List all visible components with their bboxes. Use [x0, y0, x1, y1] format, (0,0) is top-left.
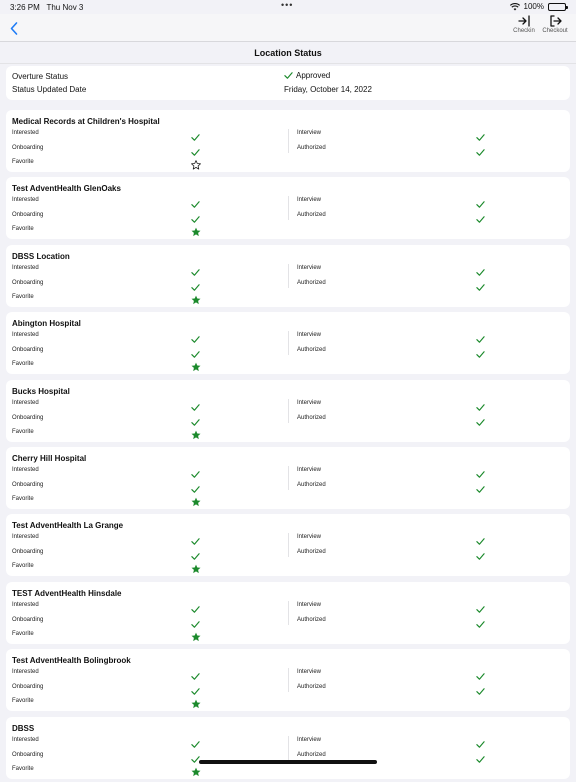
interview-label: Interview [297, 467, 322, 473]
favorite-label: Favorite [12, 496, 34, 502]
interested-label: Interested [12, 736, 39, 743]
checkin-button[interactable] [509, 15, 539, 41]
location-name: Cherry Hill Hospital [12, 454, 87, 463]
location-card[interactable] [6, 649, 570, 711]
interview-check-icon [476, 533, 485, 542]
interview-label: Interview [297, 736, 322, 743]
checkin-icon [518, 15, 531, 27]
star-filled-icon[interactable] [191, 427, 201, 437]
authorized-check-icon [476, 211, 485, 220]
location-card[interactable] [6, 110, 570, 172]
onboarding-label: Onboarding [12, 751, 44, 758]
interview-check-icon [476, 668, 485, 677]
onboarding-check-icon [191, 144, 200, 153]
favorite-label: Favorite [12, 361, 34, 368]
interested-check-icon [191, 601, 200, 610]
location-name: Test AdventHealth GlenOaks [12, 184, 121, 194]
interested-check-icon [191, 668, 200, 677]
location-card[interactable] [6, 717, 570, 779]
back-button[interactable] [6, 19, 22, 37]
interested-check-icon [191, 736, 200, 745]
interview-label: Interview [297, 534, 322, 541]
authorized-check-icon [476, 481, 485, 490]
favorite-label: Favorite [12, 226, 34, 233]
location-card[interactable] [6, 245, 570, 307]
onboarding-check-icon [191, 346, 200, 355]
interested-check-icon [191, 533, 200, 542]
onboarding-check-icon [191, 751, 200, 760]
interview-label: Interview [297, 197, 322, 204]
onboarding-label: Onboarding [12, 414, 44, 421]
checkin-label: Checkin [513, 28, 535, 34]
onboarding-label: Onboarding [12, 684, 44, 691]
onboarding-check-icon [191, 279, 200, 288]
onboarding-check-icon [191, 548, 200, 557]
location-card[interactable] [6, 380, 570, 442]
interview-check-icon [476, 196, 485, 205]
favorite-label: Favorite [12, 428, 34, 435]
authorized-label: Authorized [297, 684, 326, 691]
column-divider [288, 736, 289, 760]
overture-status-label: Overture Status [12, 72, 69, 81]
onboarding-label: Onboarding [12, 279, 44, 286]
interested-check-icon [191, 196, 200, 205]
interested-check-icon [191, 331, 200, 340]
status-bar [0, 0, 576, 14]
wifi-icon [510, 3, 520, 11]
authorized-check-icon [476, 683, 485, 692]
favorite-label: Favorite [12, 765, 34, 772]
nav-bar [0, 14, 576, 42]
column-divider [288, 331, 289, 355]
location-name: Abington Hospital [12, 319, 81, 329]
onboarding-check-icon [191, 683, 200, 692]
overview-card [6, 66, 570, 100]
authorized-check-icon [476, 616, 485, 625]
authorized-label: Authorized [297, 482, 326, 488]
onboarding-label: Onboarding [12, 549, 44, 556]
onboarding-label: Onboarding [12, 347, 44, 354]
interested-label: Interested [12, 601, 39, 608]
interview-check-icon [476, 601, 485, 610]
interested-label: Interested [12, 332, 39, 339]
favorite-label: Favorite [12, 630, 34, 637]
favorite-label: Favorite [12, 159, 34, 165]
checkout-icon [549, 15, 562, 27]
interested-check-icon [191, 129, 200, 138]
star-filled-icon[interactable] [191, 359, 201, 369]
onboarding-label: Onboarding [12, 145, 44, 151]
interview-label: Interview [297, 669, 322, 676]
star-filled-icon[interactable] [191, 629, 201, 639]
onboarding-label: Onboarding [12, 212, 44, 219]
location-card[interactable] [6, 514, 570, 576]
authorized-check-icon [476, 279, 485, 288]
interview-check-icon [476, 331, 485, 340]
interested-check-icon [191, 399, 200, 408]
authorized-label: Authorized [297, 279, 326, 286]
location-name: Bucks Hospital [12, 386, 70, 396]
onboarding-check-icon [191, 481, 200, 490]
interested-label: Interested [12, 399, 39, 406]
authorized-check-icon [476, 414, 485, 423]
location-card[interactable] [6, 177, 570, 239]
location-name: TEST AdventHealth Hinsdale [12, 588, 122, 598]
interview-label: Interview [297, 332, 322, 339]
interested-label: Interested [12, 534, 39, 541]
onboarding-check-icon [191, 616, 200, 625]
authorized-label: Authorized [297, 616, 326, 623]
favorite-label: Favorite [12, 698, 34, 705]
authorized-check-icon [476, 144, 485, 153]
location-name: Test AdventHealth Bolingbrook [12, 656, 131, 666]
interested-label: Interested [12, 467, 39, 473]
check-icon [284, 71, 293, 80]
interview-label: Interview [297, 601, 322, 608]
column-divider [288, 668, 289, 692]
interview-label: Interview [297, 264, 322, 271]
interview-check-icon [476, 466, 485, 475]
authorized-check-icon [476, 751, 485, 760]
star-filled-icon[interactable] [191, 764, 201, 774]
interview-label: Interview [297, 399, 322, 406]
column-divider [288, 466, 289, 490]
chevron-left-icon [10, 22, 18, 35]
interested-label: Interested [12, 130, 39, 136]
star-filled-icon[interactable] [191, 561, 201, 571]
authorized-label: Authorized [297, 549, 326, 556]
interview-check-icon [476, 736, 485, 745]
authorized-label: Authorized [297, 347, 326, 354]
star-filled-icon[interactable] [191, 494, 201, 504]
checkout-button[interactable] [540, 15, 570, 41]
column-divider [288, 196, 289, 220]
authorized-check-icon [476, 346, 485, 355]
favorite-label: Favorite [12, 563, 34, 570]
column-divider [288, 129, 289, 153]
page-title: Location Status [0, 42, 576, 64]
checkout-label: Checkout [542, 28, 568, 34]
column-divider [288, 264, 289, 288]
authorized-label: Authorized [297, 212, 326, 219]
authorized-check-icon [476, 548, 485, 557]
home-indicator[interactable] [199, 760, 377, 764]
interested-check-icon [191, 466, 200, 475]
location-card[interactable] [6, 582, 570, 644]
authorized-label: Authorized [297, 414, 326, 421]
multitasking-dots-icon[interactable]: ••• [281, 0, 294, 10]
interested-label: Interested [12, 197, 39, 204]
onboarding-check-icon [191, 211, 200, 220]
status-right [510, 2, 566, 11]
interested-check-icon [191, 264, 200, 273]
interview-check-icon [476, 399, 485, 408]
location-card[interactable] [6, 447, 570, 509]
status-updated-label: Status Updated Date [12, 85, 87, 94]
location-name: DBSS [12, 723, 35, 733]
interview-label: Interview [297, 130, 322, 136]
star-filled-icon[interactable] [191, 224, 201, 234]
onboarding-label: Onboarding [12, 616, 44, 623]
star-outline-icon[interactable] [191, 157, 201, 167]
overture-status-value: Approved [284, 71, 330, 80]
authorized-label: Authorized [297, 751, 326, 758]
column-divider [288, 601, 289, 625]
status-time: 3:26 PM Thu Nov 3 [10, 3, 84, 12]
location-name: Medical Records at Children's Hospital [12, 117, 160, 126]
column-divider [288, 399, 289, 423]
favorite-label: Favorite [12, 293, 34, 300]
column-divider [288, 533, 289, 557]
star-filled-icon[interactable] [191, 696, 201, 706]
battery-icon [548, 3, 566, 11]
onboarding-check-icon [191, 414, 200, 423]
status-updated-value: Friday, October 14, 2022 [284, 85, 372, 94]
interview-check-icon [476, 264, 485, 273]
location-name: Test AdventHealth La Grange [12, 521, 124, 531]
location-name: DBSS Location [12, 251, 70, 261]
interested-label: Interested [12, 264, 39, 271]
interested-label: Interested [12, 669, 39, 676]
star-filled-icon[interactable] [191, 292, 201, 302]
authorized-label: Authorized [297, 145, 326, 151]
location-card[interactable] [6, 312, 570, 374]
battery-percent: 100% [523, 2, 544, 11]
onboarding-label: Onboarding [12, 482, 44, 488]
interview-check-icon [476, 129, 485, 138]
